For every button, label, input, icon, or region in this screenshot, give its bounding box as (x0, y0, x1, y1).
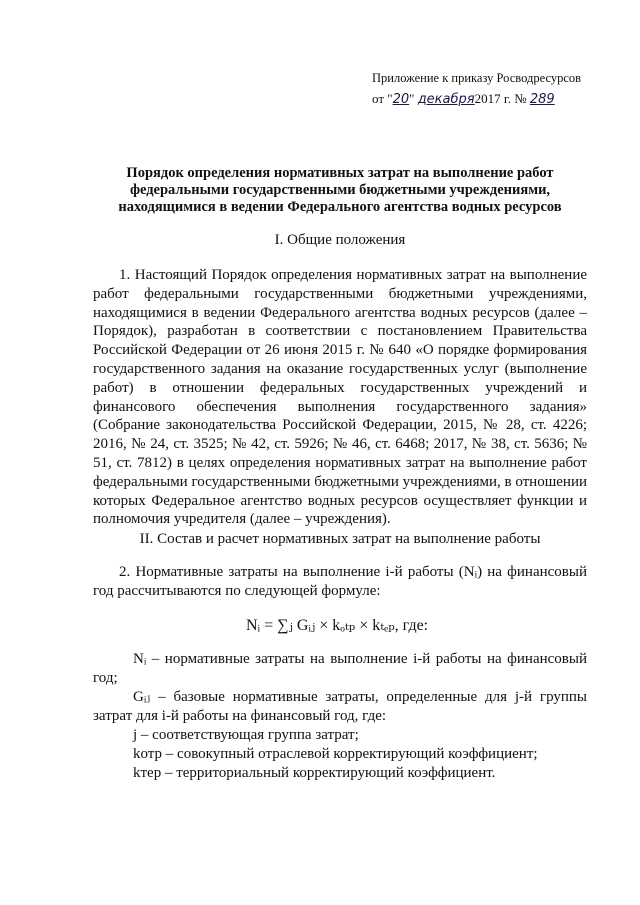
paragraph-2-text: 2. Нормативные затраты на выполнение i-й работы (Nᵢ) на финансовый год рассчитываются по следующей формуле: (93, 564, 587, 599)
definition-kter (93, 764, 587, 783)
definition-ni (93, 650, 587, 688)
definition-kotr (93, 745, 587, 764)
order-number: 289 (529, 92, 555, 107)
document-title (95, 165, 585, 216)
section-heading-composition: II. Состав и расчет нормативных затрат на выполнение работы (139, 531, 541, 547)
paragraph-2 (93, 563, 587, 601)
date-month: декабря (417, 92, 475, 107)
date-year: 2017 г. № (474, 91, 527, 106)
title-line: находящимися в ведении Федерального агентства водных ресурсов (118, 199, 562, 215)
date-prefix: от (372, 91, 385, 106)
definition-j (93, 726, 587, 745)
definition-kter-text: kтер – территориальный корректирующий коэффициент. (133, 765, 496, 781)
paragraph-1 (93, 266, 587, 529)
date-day: 20 (392, 92, 410, 107)
order-date-line: от "20" декабря2017 г. № 289 (372, 91, 555, 107)
section-heading-general: I. Общие положения (274, 232, 406, 248)
definition-gij (93, 688, 587, 726)
formula: Nᵢ = ∑ⱼ Gᵢⱼ × kₒₜₚ × kₜₑₚ, где: (246, 617, 429, 634)
title-line: Порядок определения нормативных затрат на выполнение работ (126, 165, 554, 181)
paragraph-1-text: 1. Настоящий Порядок определения нормативных затрат на выполнение работ федеральными государственными бюджетными учреждениями, находящимися в ведении Федерального агентства водных ресурсов (далее – Порядок), разработан в соответствии с постановлением Правительства Российской Федерации от 26 июня 2015 г. № 640 «О порядке формирования государственного задания на оказание государственных услуг (выполнение работ) в отношении федеральных государственных учреждений и финансового обеспечения выполнения государственного задания» (Собрание законодательства Российской Федерации, 2015, № 28, ст. 4226; 2016, № 24, ст. 3525; № 42, ст. 5926; № 46, ст. 6468; 2017, № 38, ст. 5636; № 51, ст. 7812) в целях определения нормативных затрат на выполнение работ федеральными государственными бюджетными учреждениями, в отношении которых Федеральное агентство водных ресурсов осуществляет функции и полномочия учредителя (далее – учреждения). (93, 267, 587, 528)
title-line: федеральными государственными бюджетными учреждениями, (129, 182, 551, 198)
definition-kotr-text: kотр – совокупный отраслевой корректирующий коэффициент; (133, 746, 538, 762)
definition-gij-text: Gᵢⱼ – базовые нормативные затраты, определенные для j-й группы затрат для i-й работы на финансовый год, где: (93, 689, 587, 724)
appendix-label: Приложение к приказу Росводресурсов (372, 71, 582, 85)
definition-ni-text: Nᵢ – нормативные затраты на выполнение i-й работы на финансовый год; (93, 651, 587, 686)
definition-j-text: j – соответствующая группа затрат; (133, 727, 359, 743)
